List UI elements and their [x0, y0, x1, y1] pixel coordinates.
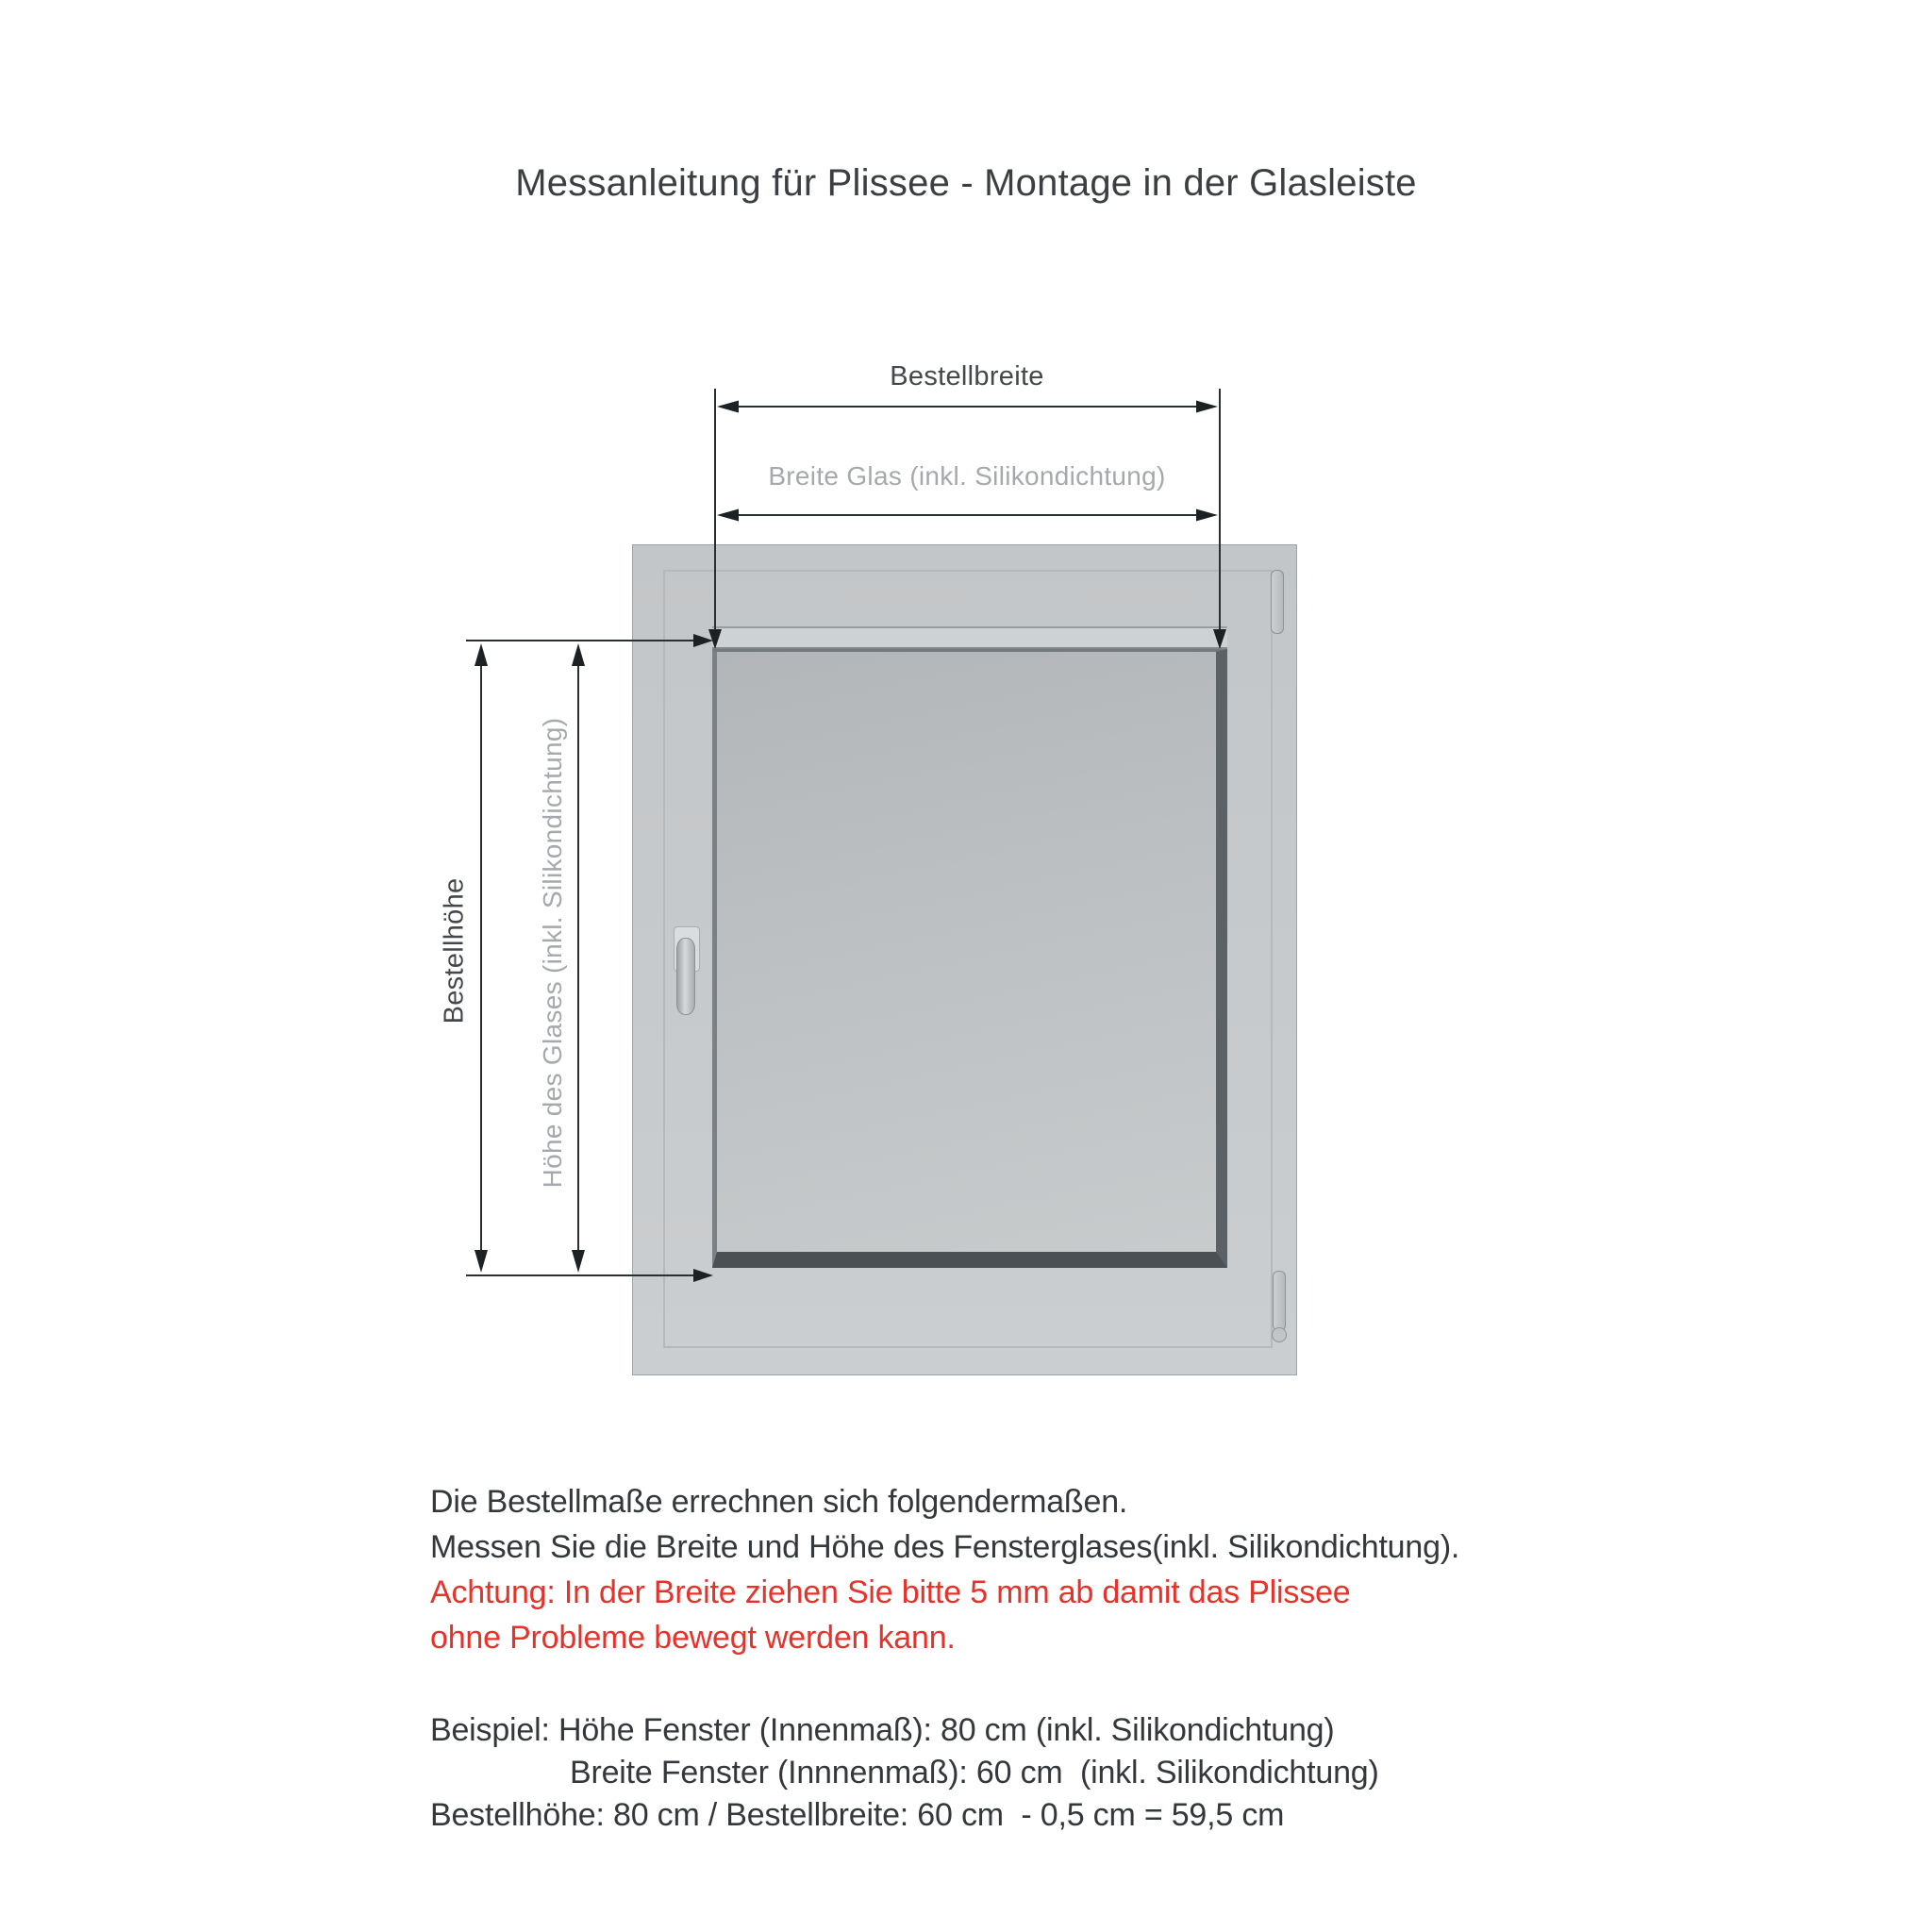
order-width-label: Bestellbreite — [890, 361, 1044, 391]
window-frame — [632, 544, 1297, 1375]
warning-line-2: ohne Probleme bewegt werden kann. — [430, 1620, 956, 1656]
example-line-2: Breite Fenster (Innnenmaß): 60 cm (inkl. Silikondichtung) — [570, 1755, 1379, 1790]
example-block — [430, 1709, 1379, 1837]
order-height-label: Bestellhöhe — [439, 877, 470, 1024]
glazing-bead-strip — [712, 626, 1227, 649]
instruction-line-2: Messen Sie die Breite und Höhe des Fensterglases(inkl. Silikondichtung). — [430, 1529, 1460, 1565]
hinge-foot — [1272, 1327, 1287, 1342]
hinge-top — [1271, 570, 1284, 634]
example-line-1: Beispiel: Höhe Fenster (Innenmaß): 80 cm (inkl. Silikondichtung) — [430, 1712, 1335, 1748]
example-line-3: Bestellhöhe: 80 cm / Bestellbreite: 60 cm - 0,5 cm = 59,5 cm — [430, 1797, 1285, 1833]
instruction-line-1: Die Bestellmaße errechnen sich folgendermaßen. — [430, 1484, 1128, 1520]
instructions-block — [430, 1479, 1459, 1660]
glass-pane — [712, 649, 1227, 1268]
glass-width-label: Breite Glas (inkl. Silikondichtung) — [768, 461, 1166, 491]
page-title: Messanleitung für Plissee - Montage in der Glasleiste — [515, 162, 1417, 204]
hinge-bottom — [1273, 1271, 1286, 1331]
window-handle — [676, 938, 695, 1015]
glass-height-label: Höhe des Glases (inkl. Silikondichtung) — [538, 717, 567, 1189]
warning-line-1: Achtung: In der Breite ziehen Sie bitte 5 mm ab damit das Plissee — [430, 1574, 1351, 1610]
